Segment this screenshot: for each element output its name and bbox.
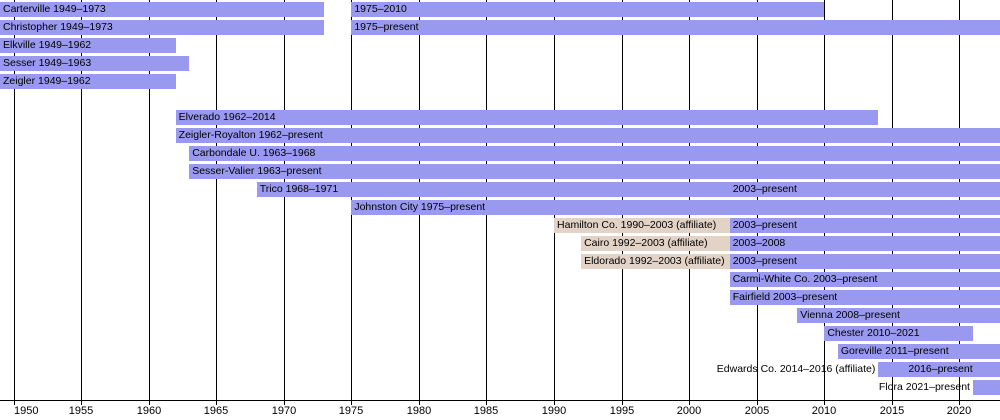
bar-label: Christopher 1949–1973	[3, 21, 113, 33]
axis-tick-label: 1980	[406, 405, 432, 417]
timeline-bar	[351, 20, 1000, 35]
gridline	[284, 0, 285, 400]
bar-label: 2003–present	[732, 255, 797, 267]
timeline-bar	[878, 380, 1000, 395]
bar-label: Zeigler-Royalton 1962–present	[178, 129, 323, 141]
timeline-bar	[0, 56, 189, 71]
bar-label: Elverado 1962–2014	[178, 111, 276, 123]
bar-label: Carterville 1949–1973	[3, 3, 106, 15]
timeline-bar	[0, 20, 324, 35]
timeline-bar	[730, 218, 1000, 233]
bar-label: Zeigler 1949–1962	[3, 75, 91, 87]
bar-label: Johnston City 1975–present	[354, 201, 486, 213]
bar-label: 2016–present	[908, 363, 973, 375]
x-axis	[0, 400, 1000, 420]
timeline-bar	[730, 182, 1000, 197]
timeline-bar	[797, 308, 1000, 323]
bar-label: 2003–2008	[732, 237, 786, 249]
bar-label: Eldorado 1992–2003 (affiliate)	[584, 255, 725, 267]
timeline-bar	[905, 362, 1000, 377]
timeline-bar	[824, 326, 973, 341]
bar-label: Trico 1968–1971	[259, 183, 339, 195]
bar-label: Sesser 1949–1963	[3, 57, 92, 69]
timeline-bar	[581, 254, 730, 269]
axis-tick-label: 2010	[811, 405, 837, 417]
axis-tick-label: 1990	[541, 405, 567, 417]
bar-label: 2003–present	[732, 219, 797, 231]
axis-tick-label: 2015	[879, 405, 905, 417]
axis-tick-label: 1955	[68, 405, 94, 417]
axis-tick-label: 1985	[473, 405, 499, 417]
axis-tick-label: 2000	[676, 405, 702, 417]
timeline-bar	[0, 74, 176, 89]
axis-tick-label: 1965	[203, 405, 229, 417]
timeline-bar	[581, 236, 730, 251]
timeline-bar	[838, 344, 1000, 359]
bar-label: 2003–present	[732, 183, 797, 195]
bar-label: Flora 2021–present	[878, 381, 970, 393]
bar-label: Fairfield 2003–present	[732, 291, 838, 303]
axis-tick-label: 1960	[136, 405, 162, 417]
timeline-bar	[554, 218, 730, 233]
timeline-bar	[176, 128, 1000, 143]
bar-label: Sesser-Valier 1963–present	[192, 165, 322, 177]
timeline-bar	[730, 254, 1000, 269]
axis-tick-label: 1995	[609, 405, 635, 417]
bar-label: Cairo 1992–2003 (affiliate)	[584, 237, 708, 249]
timeline-bar	[730, 236, 1000, 251]
bar-label: Goreville 2011–present	[840, 345, 949, 357]
timeline-bar	[189, 146, 1000, 161]
axis-tick-label: 1950	[14, 405, 39, 417]
axis-tick-label: 1970	[271, 405, 297, 417]
bar-label: Edwards Co. 2014–2016 (affiliate)	[716, 363, 876, 375]
bar-label: Hamilton Co. 1990–2003 (affiliate)	[557, 219, 717, 231]
bar-label: 1975–present	[354, 21, 419, 33]
timeline-bar	[0, 2, 324, 17]
bar-label: Vienna 2008–present	[800, 309, 900, 321]
axis-line	[0, 400, 1000, 401]
axis-tick-label: 2020	[946, 405, 972, 417]
timeline-bar	[176, 110, 879, 125]
bar-label: Carmi-White Co. 2003–present	[732, 273, 878, 285]
axis-tick-label: 2005	[744, 405, 770, 417]
timeline-bar	[0, 38, 176, 53]
timeline-bar	[351, 2, 824, 17]
axis-tick-label: 1975	[338, 405, 364, 417]
bar-label: Chester 2010–2021	[827, 327, 920, 339]
timeline-bar	[730, 290, 1000, 305]
bar-label: 1975–2010	[354, 3, 407, 15]
timeline-bar	[730, 272, 1000, 287]
bar-label: Elkville 1949–1962	[3, 39, 92, 51]
bar-label: Carbondale U. 1963–1968	[192, 147, 316, 159]
timeline-bar	[716, 362, 905, 377]
gridline	[216, 0, 217, 400]
timeline-bar	[189, 164, 1000, 179]
timeline-bar	[351, 200, 1000, 215]
